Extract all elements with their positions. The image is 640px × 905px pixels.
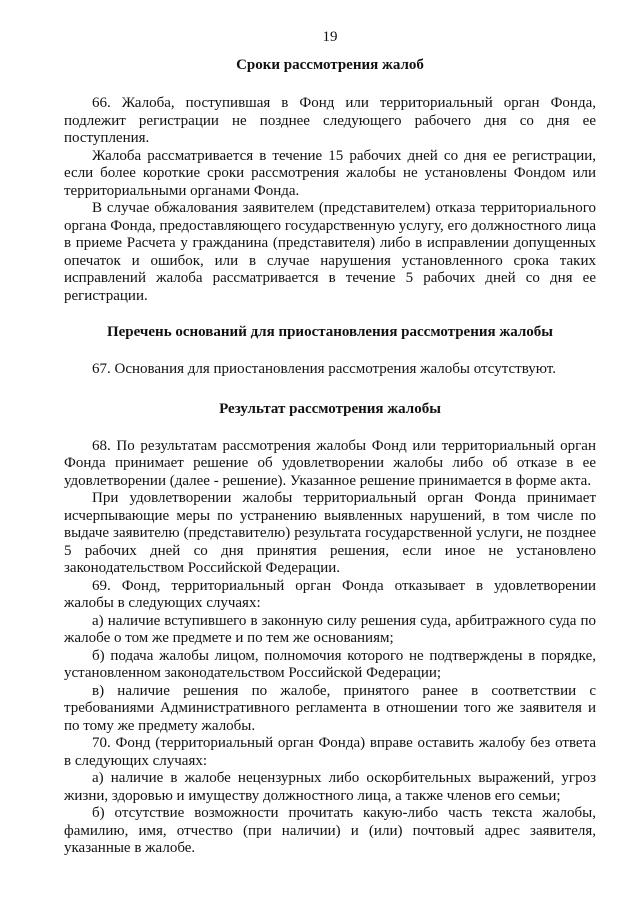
paragraph-69: 69. Фонд, территориальный орган Фонда отказывает в удовлетворении жалобы в следующих случаях: <box>64 577 596 611</box>
section-heading-suspension-grounds: Перечень оснований для приостановления рассмотрения жалобы <box>106 324 553 340</box>
paragraph-satisfaction-measures: При удовлетворении жалобы территориальный орган Фонда принимает исчерпывающие меры по устранению выявленных нарушений, в том числе по выдаче заявителю (представителю) результата государственной услуги, не позднее 5 рабочих дней со дня принятия решения, если иное не установлено законодательством Российской Федерации. <box>64 490 596 576</box>
paragraph-66: 66. Жалоба, поступившая в Фонд или территориальный орган Фонда, подлежит регистрации не позднее следующего рабочего дня со дня ее поступления. <box>64 95 596 146</box>
paragraph-review-period: Жалоба рассматривается в течение 15 рабочих дней со дня ее регистрации, если более короткие сроки рассмотрения жалобы не установлены Фондом или территориальными органами Фонда. <box>64 147 596 199</box>
paragraph-69-v: в) наличие решения по жалобе, принятого ранее в соответствии с требованиями Административного регламента в отношении того же заявителя и по тому же предмету жалобы. <box>64 682 596 734</box>
section-heading-review-terms: Сроки рассмотрения жалоб <box>236 57 424 73</box>
paragraph-70-b: б) отсутствие возможности прочитать какую-либо часть текста жалобы, фамилию, имя, отчество (при наличии) и (или) почтовый адрес заявителя, указанные в жалобе. <box>64 805 596 856</box>
paragraph-70-a: а) наличие в жалобе нецензурных либо оскорбительных выражений, угроз жизни, здоровью и имуществу должностного лица, а также членов его семьи; <box>64 770 596 804</box>
paragraph-70: 70. Фонд (территориальный орган Фонда) вправе оставить жалобу без ответа в следующих случаях: <box>64 735 596 769</box>
page-number: 19 <box>322 29 338 45</box>
paragraph-68: 68. По результатам рассмотрения жалобы Фонд или территориальный орган Фонда принимает решение об удовлетворении жалобы либо об отказе в ее удовлетворении (далее - решение). Указанное решение принимается в форме акта. <box>64 437 596 489</box>
paragraph-67: 67. Основания для приостановления рассмотрения жалобы отсутствуют. <box>92 361 556 377</box>
paragraph-69-a: а) наличие вступившего в законную силу решения суда, арбитражного суда по жалобе о том же предмете и по тем же основаниям; <box>64 612 596 646</box>
section-heading-review-result: Результат рассмотрения жалобы <box>219 400 441 417</box>
document-page <box>64 28 596 858</box>
paragraph-69-b: б) подача жалобы лицом, полномочия которого не подтверждены в порядке, установленном законодательством Российской Федерации; <box>64 647 596 681</box>
paragraph-appeal-refusal: В случае обжалования заявителем (представителем) отказа территориального органа Фонда, предоставляющего государственную услугу, его должностного лица в приеме Расчета у гражданина (представителя) либо в исправлении допущенных опечаток и ошибок, или в случае нарушения установленного срока таких исправлений жалоба рассматривается в течение 5 рабочих дней со дня ее регистрации. <box>64 200 596 304</box>
